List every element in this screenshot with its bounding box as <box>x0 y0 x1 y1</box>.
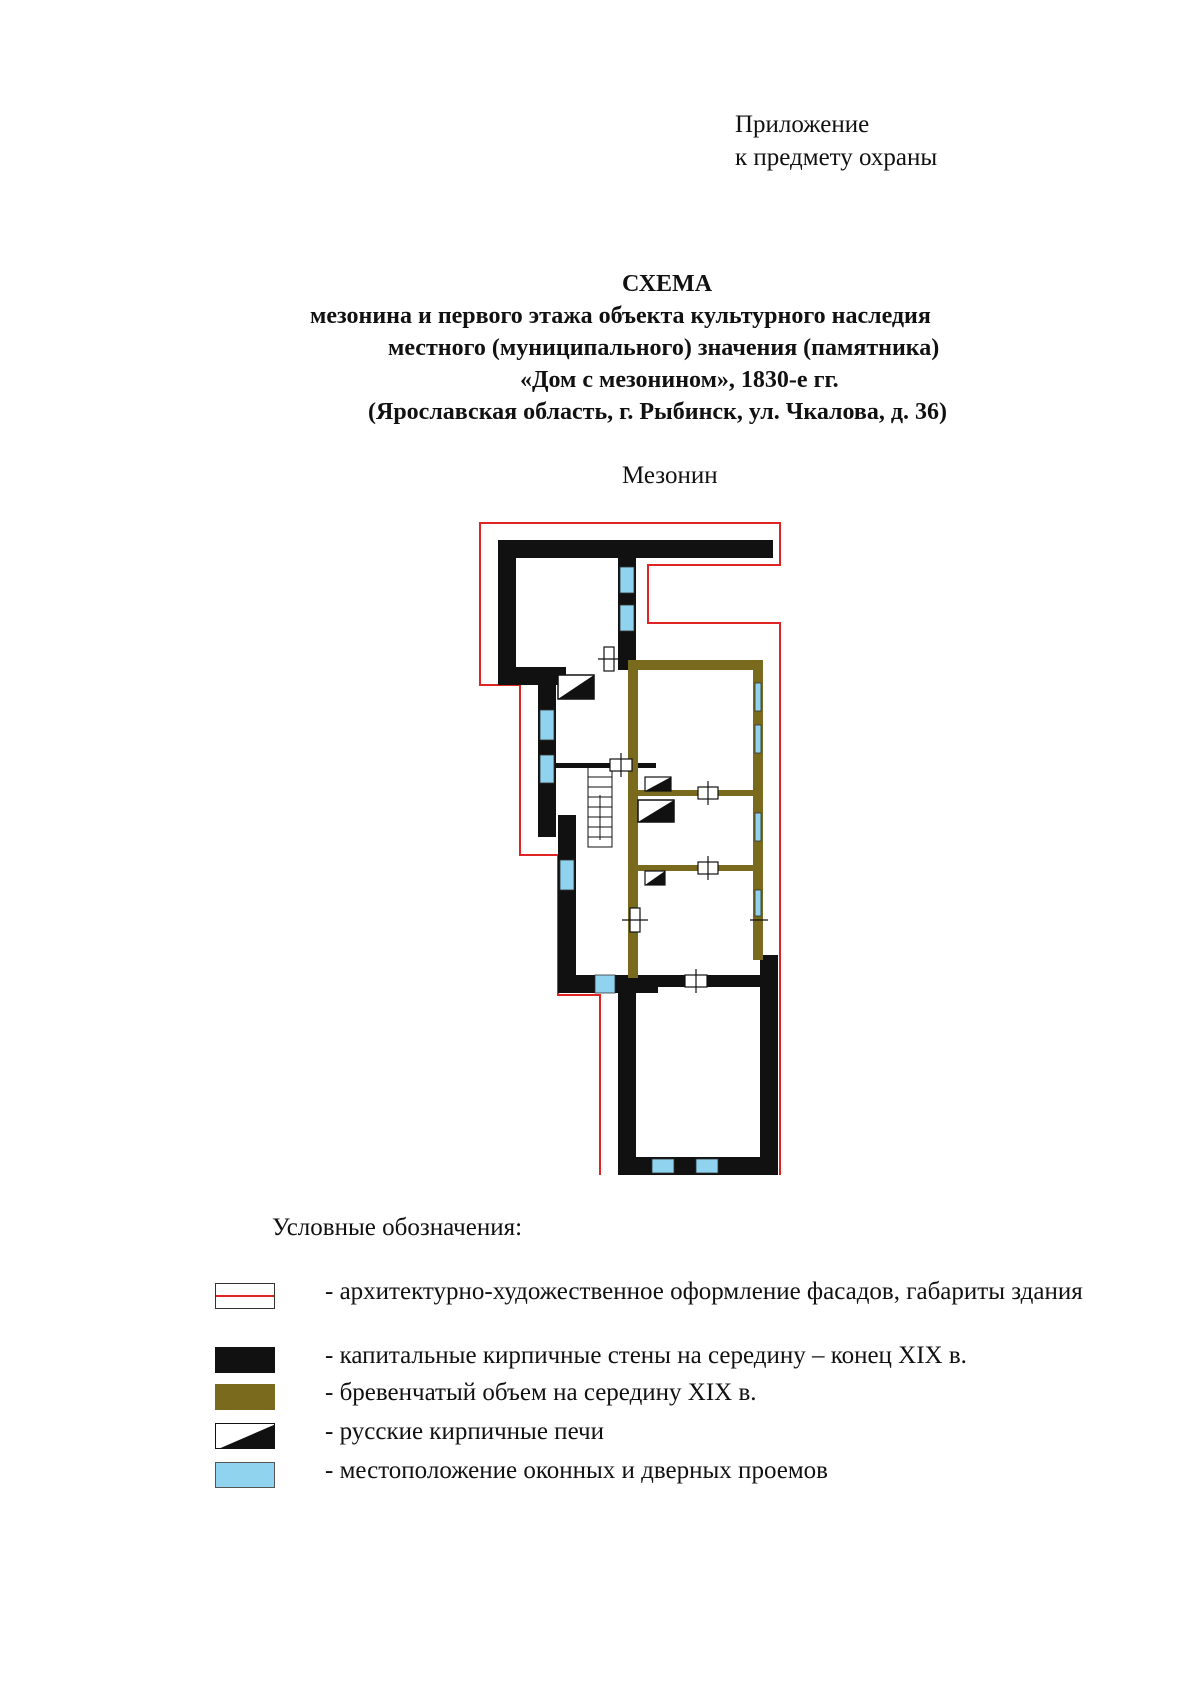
annex-line-2: к предмету охраны <box>735 144 938 171</box>
annex-line-1: Приложение <box>735 111 870 138</box>
floor-label: Мезонин <box>622 462 718 489</box>
legend-text: - русские кирпичные печи <box>325 1418 604 1445</box>
floor-plan <box>470 515 790 1175</box>
title-heading: СХЕМА <box>622 271 713 297</box>
title-line-3: «Дом с мезонином», 1830-е гг. <box>520 367 839 393</box>
facade-outline-swatch <box>215 1283 275 1309</box>
legend-text: - бревенчатый объем на середину XIX в. <box>325 1379 757 1406</box>
legend-text: - местоположение оконных и дверных проемов <box>325 1457 828 1484</box>
staircase <box>588 767 612 847</box>
legend-text: - архитектурно-художественное оформление фасадов, габариты здания <box>325 1278 1083 1305</box>
stoves-swatch <box>215 1423 275 1449</box>
annex-note <box>735 108 937 174</box>
title-line-2: местного (муниципального) значения (памятника) <box>388 335 940 361</box>
door-marks <box>598 647 768 993</box>
legend-text: - капитальные кирпичные стены на середину – конец XIX в. <box>325 1342 967 1369</box>
title-line-1: мезонина и первого этажа объекта культурного наследия <box>310 303 931 329</box>
brick-walls-swatch <box>215 1347 275 1373</box>
title-line-4: (Ярославская область, г. Рыбинск, ул. Чкалова, д. 36) <box>368 399 947 425</box>
legend-title: Условные обозначения: <box>272 1214 523 1241</box>
openings-swatch <box>215 1462 275 1488</box>
log-volume-swatch <box>215 1384 275 1410</box>
